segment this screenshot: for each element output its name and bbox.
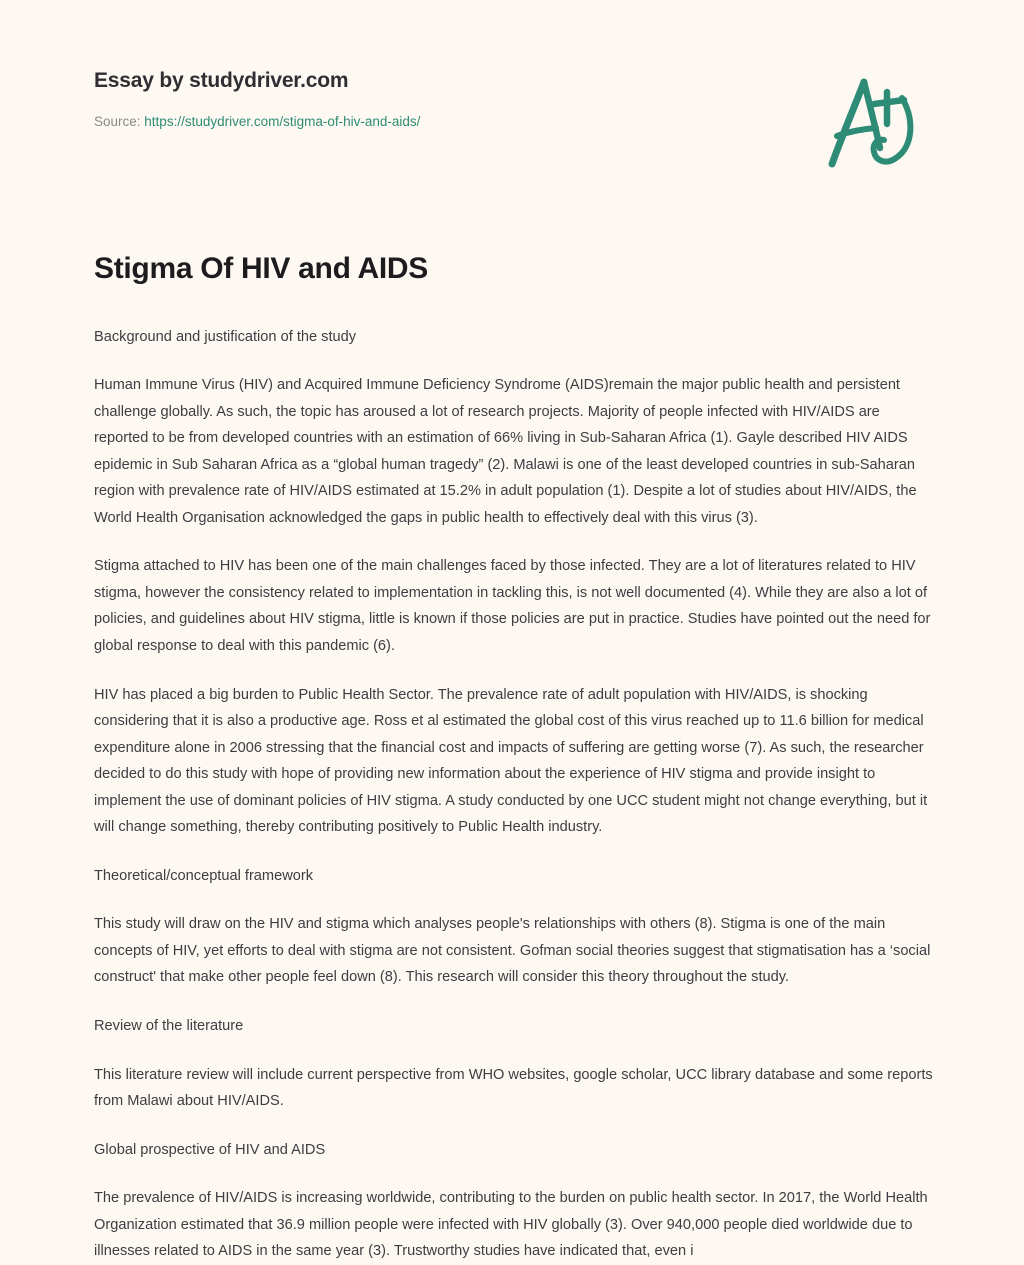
paragraph-background-justification: Human Immune Virus (HIV) and Acquired Immune Deficiency Syndrome (AIDS)remain the major public health and persistent challenge globally. As such, the topic has aroused a lot of research projects. Majority of people infected with HIV/AIDS are reported to be from developed countries with an estimation of 66% living in Sub-Saharan Africa (1). Gayle described HIV AIDS epidemic in Sub Saharan Africa as a “global human tragedy” (2). Malawi is one of the least developed countries in sub-Saharan region with prevalence rate of HIV/AIDS estimated at 15.2% in adult population (1). Despite a lot of studies about HIV/AIDS, the World Health Organisation acknowledged the gaps in public health to effectively deal with this virus (3).	[94, 377, 917, 526]
source-line	[94, 113, 930, 131]
paragraph-public-health-burden: HIV has placed a big burden to Public Health Sector. The prevalence rate of adult population with HIV/AIDS, is shocking considering that it is also a productive age. Ross et al estimated the global cost of this virus reached up to 11.6 billion for medical expenditure alone in 2006 stressing that the financial cost and impacts of suffering are getting worse (7). As such, the researcher decided to do this study with hope of providing new information about the experience of HIV stigma and provide insight to implement the use of dominant policies of HIV stigma. A study conducted by one UCC student might not change everything, but it will change something, thereby contributing positively to Public Health industry.	[94, 686, 928, 836]
page-title: Stigma Of HIV and AIDS	[94, 252, 428, 285]
studydriver-logo	[824, 72, 920, 172]
section-heading-review: Review of the literature	[94, 1017, 244, 1034]
page-header	[94, 68, 930, 178]
site-attribution-title: Essay by studydriver.com	[94, 69, 349, 92]
section-heading-background: Background and justification of the study	[94, 328, 357, 345]
a-plus-icon	[824, 72, 920, 172]
section-heading-global: Global prospective of HIV and AIDS	[94, 1141, 326, 1158]
paragraph-global-prospective: The prevalence of HIV/AIDS is increasing worldwide, contributing to the burden on public health sector. In 2017, the World Health Organization estimated that 36.9 million people were infected with HIV globally (3). Over 940,000 people died worldwide due to illnesses related to AIDS in the same year (3). Trustworthy studies have indicated that, even i	[94, 1190, 928, 1260]
paragraph-framework: This study will draw on the HIV and stigma which analyses people's relationships with others (8). Stigma is one of the main concepts of HIV, yet efforts to deal with stigma are not consistent. Gofman social theories suggest that stigmatisation has a ‘social construct' that make other people feel down (8). This research will consider this theory throughout the study.	[94, 916, 931, 986]
paragraph-stigma-challenges: Stigma attached to HIV has been one of the main challenges faced by those infected. They are a lot of literatures related to HIV stigma, however the consistency related to implementation in tackling this, is not well documented (4). While they are also a lot of policies, and guidelines about HIV stigma, little is known if those policies are put in practice. Studies have pointed out the need for global response to deal with this pandemic (6).	[94, 558, 931, 654]
source-label: Source:	[94, 114, 141, 130]
section-heading-framework: Theoretical/conceptual framework	[94, 867, 314, 884]
paragraph-review: This literature review will include current perspective from WHO websites, google scholar, UCC library database and some reports from Malawi about HIV/AIDS.	[94, 1066, 933, 1110]
article-body	[94, 250, 936, 1265]
source-url-link[interactable]: https://studydriver.com/stigma-of-hiv-and-aids/	[144, 114, 421, 130]
